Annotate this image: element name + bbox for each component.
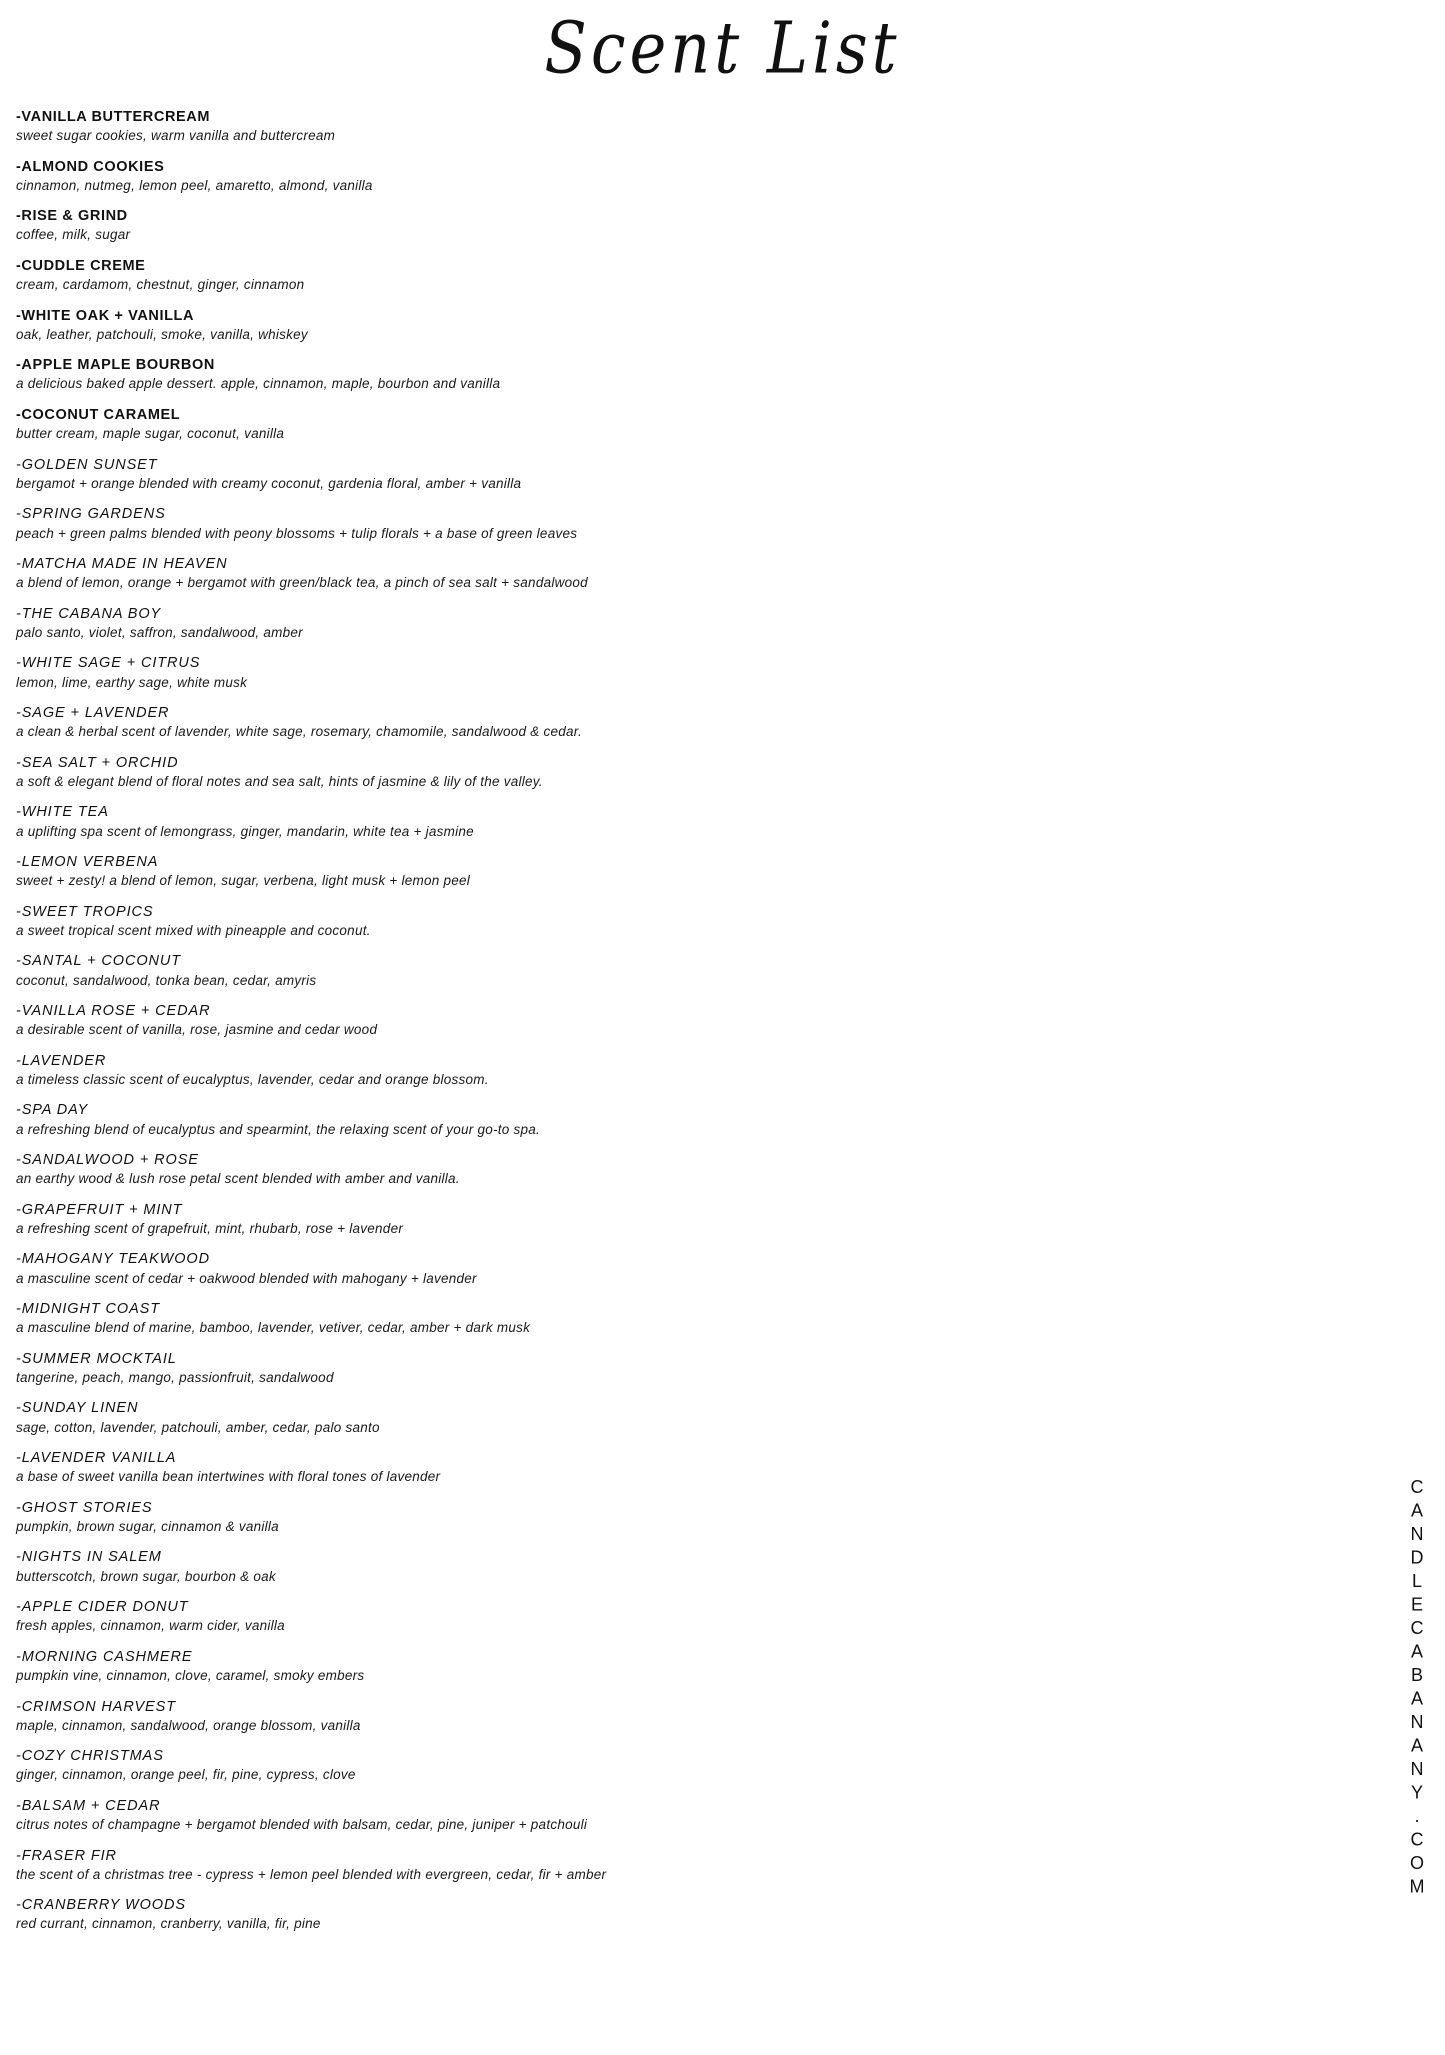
scent-entry	[16, 1648, 1336, 1685]
scent-entry	[16, 1896, 1336, 1933]
scent-entry	[16, 1499, 1336, 1536]
scent-entry	[16, 1151, 1336, 1188]
scent-description: maple, cinnamon, sandalwood, orange blossom, vanilla	[16, 1717, 361, 1733]
scent-name: -SEA SALT + ORCHID	[16, 754, 179, 771]
scent-description: pumpkin vine, cinnamon, clove, caramel, smoky embers	[16, 1667, 365, 1683]
scent-name: -CRIMSON HARVEST	[16, 1698, 176, 1715]
scent-description: coffee, milk, sugar	[16, 227, 131, 243]
scent-entry	[16, 1399, 1336, 1436]
scent-description: oak, leather, patchouli, smoke, vanilla, whiskey	[16, 326, 308, 342]
scent-entry	[16, 1698, 1336, 1735]
scent-description: a blend of lemon, orange + bergamot with green/black tea, a pinch of sea salt + sandalwood	[16, 575, 588, 591]
scent-entry	[16, 158, 1336, 195]
scent-name: -SWEET TROPICS	[16, 903, 154, 920]
scent-entry	[16, 1250, 1336, 1287]
scent-entry	[16, 754, 1336, 791]
scent-entry	[16, 1747, 1336, 1784]
scent-name: -GOLDEN SUNSET	[16, 456, 158, 473]
scent-entry	[16, 108, 1336, 145]
scent-description: bergamot + orange blended with creamy coconut, gardenia floral, amber + vanilla	[16, 475, 522, 491]
scent-entry	[16, 406, 1336, 443]
scent-description: a base of sweet vanilla bean intertwines with floral tones of lavender	[16, 1469, 441, 1485]
website-url: CANDLECABANANY.COM	[1407, 1477, 1427, 1900]
scent-name: -RISE & GRIND	[16, 208, 128, 225]
scent-name: -BALSAM + CEDAR	[16, 1797, 161, 1814]
scent-description: sweet + zesty! a blend of lemon, sugar, verbena, light musk + lemon peel	[16, 873, 470, 889]
scent-description: tangerine, peach, mango, passionfruit, sandalwood	[16, 1369, 334, 1385]
scent-entry	[16, 207, 1336, 244]
scent-entry	[16, 1052, 1336, 1089]
scent-entry	[16, 307, 1336, 344]
scent-name: -GRAPEFRUIT + MINT	[16, 1201, 183, 1218]
scent-description: a sweet tropical scent mixed with pineapple and coconut.	[16, 922, 371, 938]
scent-entry	[16, 555, 1336, 592]
scent-description: a uplifting spa scent of lemongrass, ginger, mandarin, white tea + jasmine	[16, 823, 474, 839]
scent-entry	[16, 1300, 1336, 1337]
scent-entry	[16, 903, 1336, 940]
scent-entry	[16, 1101, 1336, 1138]
scent-description: palo santo, violet, saffron, sandalwood, amber	[16, 624, 303, 640]
scent-name: -LAVENDER	[16, 1052, 107, 1069]
scent-description: cinnamon, nutmeg, lemon peel, amaretto, almond, vanilla	[16, 177, 373, 193]
scent-description: sage, cotton, lavender, patchouli, amber, cedar, palo santo	[16, 1419, 380, 1435]
scent-name: -MAHOGANY TEAKWOOD	[16, 1251, 210, 1268]
scent-description: ginger, cinnamon, orange peel, fir, pine, cypress, clove	[16, 1767, 356, 1783]
scent-description: a refreshing scent of grapefruit, mint, rhubarb, rose + lavender	[16, 1220, 404, 1236]
scent-name: -VANILLA ROSE + CEDAR	[16, 1003, 211, 1020]
scent-entry	[16, 704, 1336, 741]
scent-description: coconut, sandalwood, tonka bean, cedar, amyris	[16, 972, 317, 988]
scent-entry	[16, 1548, 1336, 1585]
scent-description: red currant, cinnamon, cranberry, vanilla, fir, pine	[16, 1916, 321, 1932]
scent-description: an earthy wood & lush rose petal scent blended with amber and vanilla.	[16, 1171, 460, 1187]
scent-entry	[16, 803, 1336, 840]
scent-description: a clean & herbal scent of lavender, white sage, rosemary, chamomile, sandalwood & cedar.	[16, 724, 583, 740]
scent-name: -COCONUT CARAMEL	[16, 407, 181, 424]
scent-name: -FRASER FIR	[16, 1847, 117, 1864]
scent-entry	[16, 1797, 1336, 1834]
scent-name: -SANDALWOOD + ROSE	[16, 1152, 199, 1169]
scent-name: -ALMOND COOKIES	[16, 158, 165, 175]
scent-entry	[16, 505, 1336, 542]
scent-name: -LAVENDER VANILLA	[16, 1450, 177, 1467]
scent-name: -CRANBERRY WOODS	[16, 1897, 186, 1914]
scent-name: -THE CABANA BOY	[16, 605, 162, 622]
scent-description: a soft & elegant blend of floral notes and sea salt, hints of jasmine & lily of the valley.	[16, 773, 543, 789]
scent-description: a timeless classic scent of eucalyptus, lavender, cedar and orange blossom.	[16, 1071, 489, 1087]
scent-description: the scent of a christmas tree - cypress + lemon peel blended with evergreen, cedar, fir + amber	[16, 1866, 607, 1882]
scent-entry	[16, 853, 1336, 890]
scent-name: -APPLE MAPLE BOURBON	[16, 357, 215, 374]
scent-description: butter cream, maple sugar, coconut, vanilla	[16, 426, 285, 442]
scent-entry	[16, 356, 1336, 393]
scent-description: butterscotch, brown sugar, bourbon & oak	[16, 1568, 276, 1584]
scent-name: -SUMMER MOCKTAIL	[16, 1350, 177, 1367]
scent-entry	[16, 1449, 1336, 1486]
scent-name: -GHOST STORIES	[16, 1499, 153, 1516]
scent-entry	[16, 1201, 1336, 1238]
scent-name: -APPLE CIDER DONUT	[16, 1599, 189, 1616]
page-title: Scent List	[544, 6, 901, 90]
scent-description: a delicious baked apple dessert. apple, cinnamon, maple, bourbon and vanilla	[16, 376, 501, 392]
scent-description: lemon, lime, earthy sage, white musk	[16, 674, 248, 690]
scent-description: sweet sugar cookies, warm vanilla and buttercream	[16, 128, 336, 144]
scent-name: -SUNDAY LINEN	[16, 1400, 139, 1417]
scent-entry	[16, 952, 1336, 989]
scent-name: -NIGHTS IN SALEM	[16, 1549, 162, 1566]
scent-name: -WHITE OAK + VANILLA	[16, 307, 195, 324]
scent-description: cream, cardamom, chestnut, ginger, cinnamon	[16, 277, 305, 293]
scent-name: -MATCHA MADE IN HEAVEN	[16, 556, 228, 573]
scent-entry	[16, 654, 1336, 691]
scent-name: -WHITE TEA	[16, 804, 109, 821]
scent-name: -SPRING GARDENS	[16, 506, 166, 523]
scent-description: pumpkin, brown sugar, cinnamon & vanilla	[16, 1518, 279, 1534]
scent-entry	[16, 1350, 1336, 1387]
scent-name: -LEMON VERBENA	[16, 854, 159, 871]
scent-description: fresh apples, cinnamon, warm cider, vanilla	[16, 1618, 285, 1634]
scent-entry	[16, 456, 1336, 493]
scent-description: a masculine scent of cedar + oakwood blended with mahogany + lavender	[16, 1270, 477, 1286]
scent-entry	[16, 605, 1336, 642]
scent-name: -VANILLA BUTTERCREAM	[16, 109, 211, 125]
scent-entry	[16, 1002, 1336, 1039]
scent-name: -SANTAL + COCONUT	[16, 953, 182, 970]
scent-entry	[16, 1598, 1336, 1635]
scent-description: citrus notes of champagne + bergamot blended with balsam, cedar, pine, juniper + patchouli	[16, 1816, 588, 1832]
scent-list	[16, 108, 1336, 1946]
scent-name: -MORNING CASHMERE	[16, 1648, 193, 1665]
scent-name: -CUDDLE CREME	[16, 258, 146, 275]
scent-description: a refreshing blend of eucalyptus and spearmint, the relaxing scent of your go-to spa.	[16, 1121, 541, 1137]
scent-entry	[16, 1847, 1336, 1884]
scent-description: a desirable scent of vanilla, rose, jasmine and cedar wood	[16, 1022, 378, 1038]
scent-name: -MIDNIGHT COAST	[16, 1301, 160, 1318]
scent-description: a masculine blend of marine, bamboo, lavender, vetiver, cedar, amber + dark musk	[16, 1320, 531, 1336]
scent-name: -SAGE + LAVENDER	[16, 705, 170, 722]
scent-name: -COZY CHRISTMAS	[16, 1748, 164, 1765]
scent-name: -WHITE SAGE + CITRUS	[16, 655, 201, 672]
scent-name: -SPA DAY	[16, 1102, 89, 1119]
scent-description: peach + green palms blended with peony blossoms + tulip florals + a base of green leaves	[16, 525, 578, 541]
scent-entry	[16, 257, 1336, 294]
